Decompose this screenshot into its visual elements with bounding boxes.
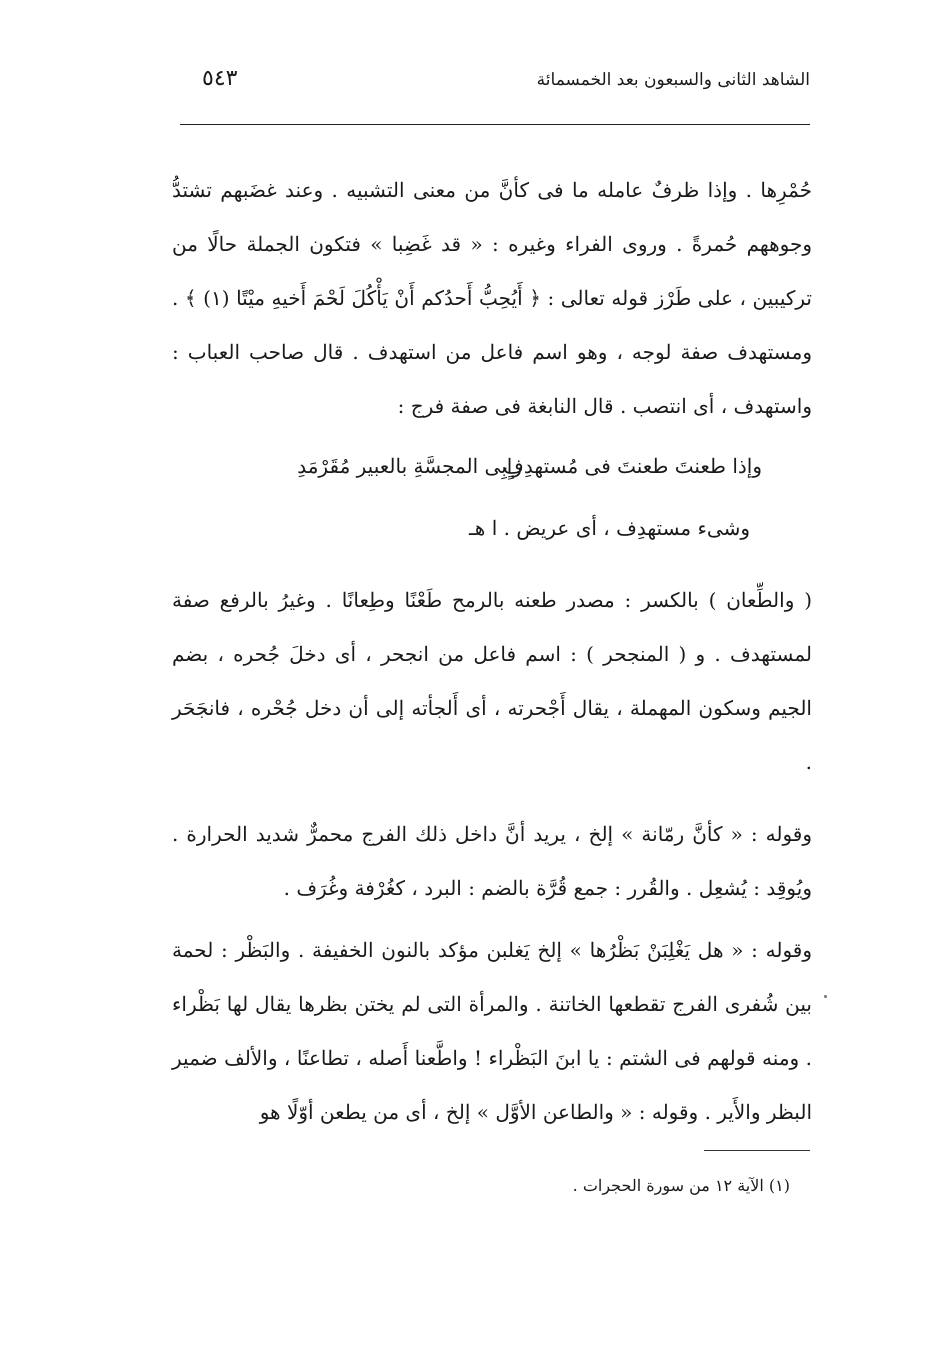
running-header	[180, 66, 810, 100]
paragraph-1: حُمْرِها . وإذا ظرفٌ عامله ما فى كأنَّ من معنى التشبيه . وعند غضَبهم تشتدُّ وجوههم حُمرةً . وروى الفراء وغيره : « قد غَضِبا » فتكون الجملة حالًا من تركيبين ، على طَرْز قوله تعالى : ﴿ أَيُحِبُّ أَحدُكم أَنْ يَأْكُلَ لَحْمَ أَخيهِ ميْتًا (١) ﴾ . ومستهدف صفة لوجه ، وهو اسم فاعل من استهدف . قال صاحب العباب : واستهدف ، أى انتصب . قال النابغة فى صفة فرج :	[172, 178, 812, 418]
verse-first-hemistich: وإذا طعنتَ طعنتَ فى مُستهدِفٍ	[503, 454, 762, 478]
page-number: ٥٤٣	[202, 66, 238, 91]
footnote-rule	[704, 1150, 810, 1151]
verse-second-hemistich: رابِى المجسَّةِ بالعبير مُقَرْمَدِ	[297, 454, 522, 478]
verse-commentary: وشىء مستهدِف ، أى عريض . ا هـ	[468, 516, 750, 540]
running-title: الشاهد الثانى والسبعون بعد الخمسمائة	[536, 70, 810, 90]
header-rule	[180, 124, 810, 125]
paragraph-4: وقوله : « هل يَغْلِبَنْ بَظْرُها » إلخ يَغلبن مؤكد بالنون الخفيفة . والبَظْر : لحمة بين شُفرى الفرج تقطعها الخاتنة . والمرأة التى لم يختن بظرها يقال لها بَظْراء . ومنه قولهم فى الشتم : يا ابنَ البَظْراء ! واطَّعنا أَصله ، تطاعنًا ، والألف ضمير البظر والأَير . وقوله : « والطاعن الأوَّل » إلخ ، أى من يطعن أوّلًا هو	[172, 938, 812, 1124]
main-text	[172, 163, 812, 1139]
paragraph-2: ( والطِّعان ) بالكسر : مصدر طعنه بالرمح طَعْنًا وطِعانًا . وغيرُ بالرفع صفة لمستهدف . و ( المنجحر ) : اسم فاعل من انجحر ، أى دخلَ جُحره ، بضم الجيم وسكون المهملة ، يقال أَجْحرته ، أى أَلجأته إلى أن دخل جُحْره ، فانجَحَر .	[172, 588, 812, 774]
verse-line	[172, 439, 812, 493]
paragraph-3: وقوله : « كأنَّ رمّانة » إلخ ، يريد أنَّ داخل ذلك الفرج محمرٌّ شديد الحرارة . ويُوقِد : يُشعِل . والقُرر : جمع قُرَّة بالضم : البرد ، كغُرْفة وغُرَف .	[172, 822, 812, 900]
footnote: (١) الآية ١٢ من سورة الحجرات .	[572, 1176, 790, 1195]
scan-speck	[824, 995, 827, 998]
